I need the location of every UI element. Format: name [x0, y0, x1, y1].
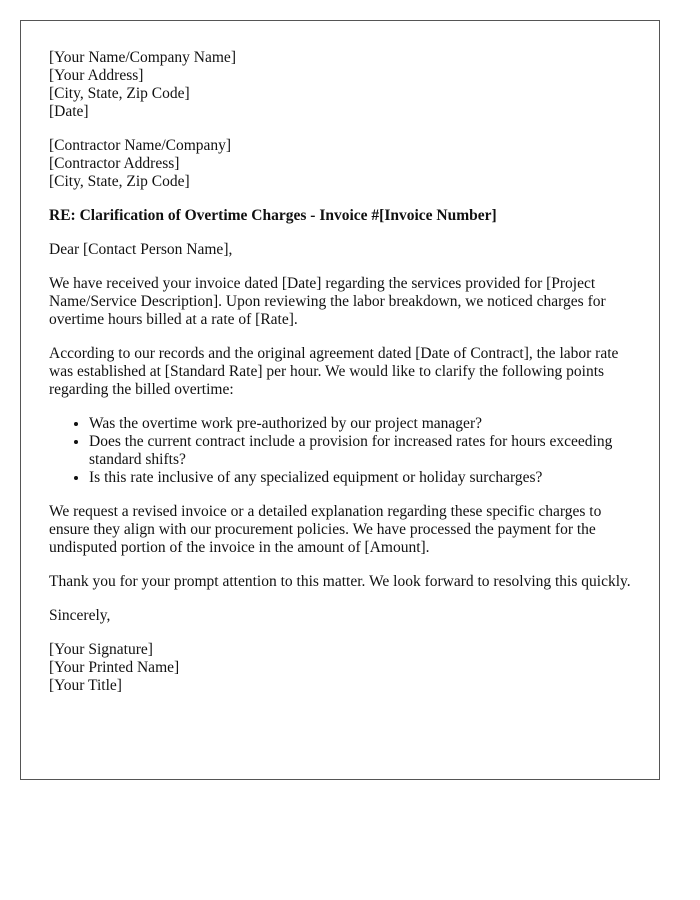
- salutation: Dear [Contact Person Name],: [49, 241, 233, 258]
- subject-line: RE: Clarification of Overtime Charges - Invoice #[Invoice Number]: [49, 207, 497, 224]
- list-item: • Is this rate inclusive of any specialized equipment or holiday surcharges?: [89, 469, 639, 487]
- signature-placeholder: [Your Signature]: [49, 641, 153, 658]
- list-item: • Does the current contract include a provision for increased rates for hours exceeding standard shifts?: [89, 433, 639, 469]
- printed-name: [Your Printed Name]: [49, 659, 180, 676]
- recipient-block: [49, 137, 639, 191]
- recipient-city-state-zip: [City, State, Zip Code]: [49, 173, 190, 190]
- body-paragraph-3: We request a revised invoice or a detailed explanation regarding these specific charges to ensure they align with our procurement policies. We have processed the payment for the undisputed portion of the invoice in the amount of [Amount].: [49, 503, 602, 556]
- list-item: • Was the overtime work pre-authorized by our project manager?: [89, 415, 639, 433]
- signoff: Sincerely,: [49, 607, 111, 624]
- sender-block: [49, 49, 639, 121]
- letter-page: [20, 20, 660, 780]
- body-paragraph-1: We have received your invoice dated [Date] regarding the services provided for [Project Name/Service Description]. Upon reviewing the labor breakdown, we noticed charges for overtime hours billed at a rate of [Rate].: [49, 275, 606, 328]
- letter-date: [Date]: [49, 103, 89, 120]
- sender-name: [Your Name/Company Name]: [49, 49, 236, 66]
- letter-content: [49, 49, 639, 695]
- signer-title: [Your Title]: [49, 677, 122, 694]
- sender-city-state-zip: [City, State, Zip Code]: [49, 85, 190, 102]
- body-paragraph-4: Thank you for your prompt attention to this matter. We look forward to resolving this quickly.: [49, 573, 631, 590]
- recipient-name: [Contractor Name/Company]: [49, 137, 232, 154]
- recipient-address: [Contractor Address]: [49, 155, 180, 172]
- body-paragraph-2: According to our records and the original agreement dated [Date of Contract], the labor rate was established at [Standard Rate] per hour. We would like to clarify the following points regarding the billed overtime:: [49, 345, 619, 398]
- signature-block: [49, 641, 639, 695]
- sender-address: [Your Address]: [49, 67, 144, 84]
- questions-list: [49, 415, 639, 487]
